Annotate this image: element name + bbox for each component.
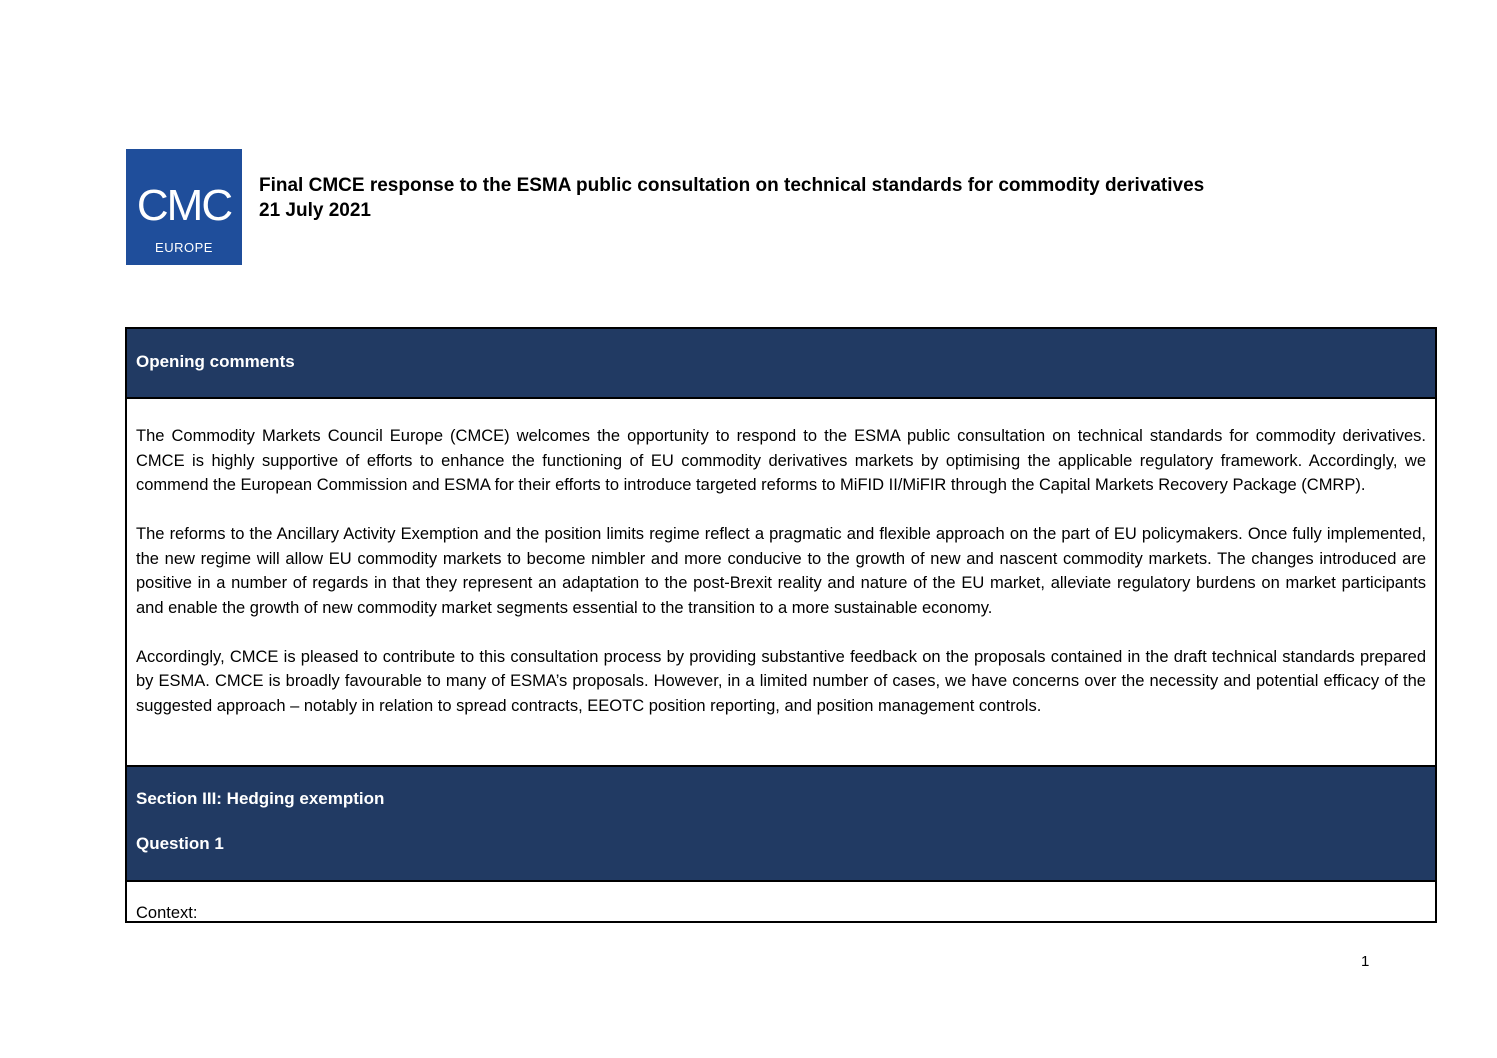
cmc-europe-logo <box>126 149 242 265</box>
paragraph-2: The reforms to the Ancillary Activity Exemption and the position limits regime reflect a pragmatic and flexible approach on the part of EU policymakers. Once fully implemented, the new regime will allow EU commodity markets to become nimbler and more conducive to the growth of new and nascent commodity markets. The changes introduced are positive in a number of regards in that they represent an adaptation to the post-Brexit reality and nature of the EU market, alleviate regulatory burdens on market participants and enable the growth of new commodity market segments essential to the transition to a more sustainable economy. <box>136 525 1426 617</box>
paragraph-1: The Commodity Markets Council Europe (CMCE) welcomes the opportunity to respond to the ESMA public consultation on technical standards for commodity derivatives. CMCE is highly supportive of efforts to enhance the functioning of EU commodity derivatives markets by optimising the applicable regulatory framework. Accordingly, we commend the European Commission and ESMA for their efforts to introduce targeted reforms to MiFID II/MiFIR through the Capital Markets Recovery Package (CMRP). <box>136 427 1426 494</box>
response-table <box>125 327 1437 923</box>
logo-sub-text: EUROPE <box>155 240 213 255</box>
logo-main-text: CMC <box>136 181 232 230</box>
opening-comments-body <box>136 424 1426 743</box>
context-label: Context: <box>136 904 198 922</box>
document-date: 21 July 2021 <box>259 200 371 221</box>
page-number: 1 <box>1361 953 1370 970</box>
paragraph-3: Accordingly, CMCE is pleased to contribute to this consultation process by providing substantive feedback on the proposals contained in the draft technical standards prepared by ESMA. CMCE is broadly favourable to many of ESMA’s proposals. However, in a limited number of cases, we have concerns over the necessity and potential efficacy of the suggested approach – notably in relation to spread contracts, EEOTC position reporting, and position management controls. <box>136 647 1426 715</box>
document-title: Final CMCE response to the ESMA public consultation on technical standards for commodity derivatives <box>259 175 1205 196</box>
opening-comments-header <box>127 329 1435 399</box>
section-heading: Section III: Hedging exemption <box>136 789 385 808</box>
section-header <box>127 765 1435 882</box>
question-heading: Question 1 <box>136 834 224 853</box>
opening-comments-heading: Opening comments <box>136 352 295 371</box>
